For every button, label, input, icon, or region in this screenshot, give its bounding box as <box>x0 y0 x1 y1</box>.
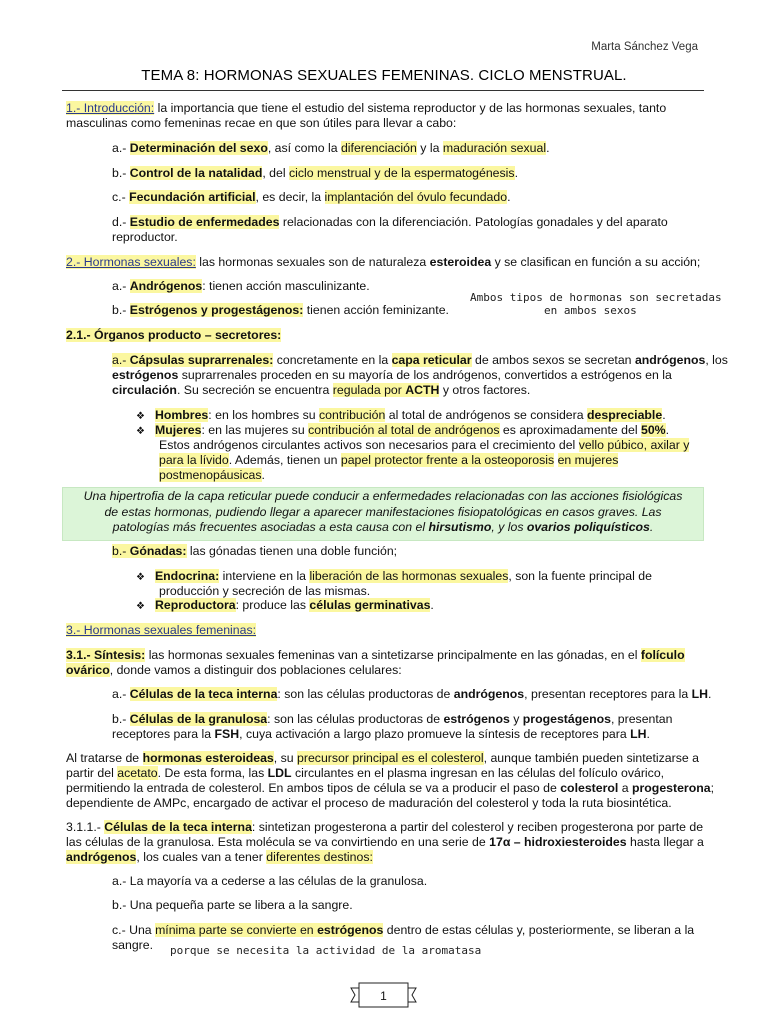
endocrina-line-2: producción y secreción de las mismas. <box>159 584 371 598</box>
diamond-bullet-icon: ❖ <box>136 411 145 422</box>
sec3-heading: 3.- Hormonas sexuales femeninas: <box>66 623 257 637</box>
sec21-a-line-1: a.- Cápsulas suprarrenales: concretamente en la capa reticular de ambos sexos se secretan andrógenos, los <box>112 353 728 367</box>
mujeres-line-4: postmenopáusicas. <box>159 468 265 482</box>
destino-c-cont: sangre. <box>112 938 154 952</box>
sec31-line-2: ovárico, donde vamos a distinguir dos poblaciones celulares: <box>66 663 402 677</box>
intro-line-2: masculinas como femeninas recae en que son útiles para llevar a cabo: <box>66 116 457 130</box>
sec3-item-a: a.- Células de la teca interna: son las células productoras de andrógenos, presentan receptores para la LH. <box>112 687 712 701</box>
destino-c: c.- Una mínima parte se convierte en estrógenos dentro de estas células y, posteriormente, se liberan a la <box>112 923 695 937</box>
sec2-item-b: b.- Estrógenos y progestágenos: tienen acción feminizante. <box>112 303 449 317</box>
sec3-item-b-cont: receptores para la FSH, cuya activación a largo plazo promueve la síntesis de receptores para LH. <box>112 727 650 741</box>
sec311-line-2: las células de la granulosa. Esta molécula se va convirtiendo en una serie de 17α – hidroxiesteroides hasta llegar a <box>66 835 704 849</box>
sec21-a-line-3: circulación. Su secreción se encuentra regulada por ACTH y otros factores. <box>112 383 531 397</box>
author-name: Marta Sánchez Vega <box>591 41 698 53</box>
sec2-item-a: a.- Andrógenos: tienen acción masculinizante. <box>112 279 370 293</box>
intro-line-1: 1.- Introducción: la importancia que tiene el estudio del sistema reproductor y de las hormonas sexuales, tanto <box>66 101 667 115</box>
sec21-a-line-2: estrógenos suprarrenales proceden en su mayoría de los andrógenos, convertidos a estrógenos en la <box>112 368 672 382</box>
page-title: TEMA 8: HORMONAS SEXUALES FEMENINAS. CICLO MENSTRUAL. <box>141 67 627 84</box>
diamond-bullet-icon: ❖ <box>136 572 145 583</box>
info-box-text: Una hipertrofia de la capa reticular puede conducir a enfermedades relacionadas con las acciones fisiológicas de estas hormonas, pudiendo llegar a aparecer manifestaciones fisiopatológicas en casos graves. Las patologías más frecuentes asociadas a esta causa con el hirsutismo, y los ovarios poliquísticos. <box>83 489 683 534</box>
handwritten-note-2: en ambos sexos <box>544 304 637 317</box>
page-number: 1 <box>380 989 387 1003</box>
intro-item-d-cont: reproductor. <box>112 230 178 244</box>
intro-heading: 1.- Introducción: <box>66 101 155 115</box>
sec3-p1-line-2: partir del acetato. De esta forma, las LDL circulantes en el plasma ingresan en las células del folículo ovárico, <box>66 766 665 780</box>
sec31-line-1: 3.1.- Síntesis: las hormonas sexuales femeninas van a sintetizarse principalmente en las gónadas, en el folículo <box>66 648 685 662</box>
intro-item-b: b.- Control de la natalidad, del ciclo menstrual y de la espermatogénesis. <box>112 166 518 180</box>
sec3-p1-line-4: dependiente de AMPc, encargado de activar el proceso de maduración del colesterol y toda la ruta biosintética. <box>66 796 672 810</box>
sec21-b-line: b.- Gónadas: las gónadas tienen una doble función; <box>112 544 398 558</box>
sec3-p1-line-1: Al tratarse de hormonas esteroideas, su precursor principal es el colesterol, aunque también pueden sintetizarse a <box>66 751 699 765</box>
handwritten-note-1: Ambos tipos de hormonas son secretadas <box>470 291 722 304</box>
bullet-reproductora: ❖ Reproductora: produce las células germinativas. <box>136 598 434 612</box>
bullet-hombres: ❖ Hombres: en los hombres su contribución al total de andrógenos se considera despreciable. <box>136 408 666 422</box>
bullet-mujeres: ❖ Mujeres: en las mujeres su contribución al total de andrógenos es aproximadamente del 50%. <box>136 423 670 437</box>
title-divider <box>62 90 704 91</box>
diamond-bullet-icon: ❖ <box>136 601 145 612</box>
sec2-line: 2.- Hormonas sexuales: las hormonas sexuales son de naturaleza esteroidea y se clasifican en función a su acción; <box>66 255 701 269</box>
intro-item-d: d.- Estudio de enfermedades relacionadas con la diferenciación. Patologías gonadales y del aparato <box>112 215 668 229</box>
sec3-p1-line-3: permitiendo la entrada de colesterol. En ambos tipos de célula se va a producir el paso de colesterol a progesterona; <box>66 781 715 795</box>
sec311-line-1: 3.1.1.- Células de la teca interna: sintetizan progesterona a partir del colesterol y reciben progesterona por parte de <box>66 820 704 834</box>
diamond-bullet-icon: ❖ <box>136 426 145 437</box>
destino-b: b.- Una pequeña parte se libera a la sangre. <box>112 898 353 912</box>
destino-a: a.- La mayoría va a cederse a las células de la granulosa. <box>112 874 428 888</box>
mujeres-line-3: para la lívido. Además, tienen un papel protector frente a la osteoporosis en mujeres <box>159 453 619 467</box>
sec21-heading: 2.1.- Órganos producto – secretores: <box>66 328 282 342</box>
intro-item-a: a.- Determinación del sexo, así como la diferenciación y la maduración sexual. <box>112 141 550 155</box>
handwritten-note-3: porque se necesita la actividad de la aromatasa <box>170 944 482 957</box>
sec2-heading: 2.- Hormonas sexuales: <box>66 255 196 269</box>
bullet-endocrina: ❖ Endocrina: interviene en la liberación de las hormonas sexuales, son la fuente principal de <box>136 569 652 583</box>
mujeres-line-2: Estos andrógenos circulantes activos son necesarios para el crecimiento del vello púbico, axilar y <box>159 438 690 452</box>
intro-item-c: c.- Fecundación artificial, es decir, la implantación del óvulo fecundado. <box>112 190 511 204</box>
sec3-item-b: b.- Células de la granulosa: son las células productoras de estrógenos y progestágenos, presentan <box>112 712 673 726</box>
sec311-line-3: andrógenos, los cuales van a tener diferentes destinos: <box>66 850 373 864</box>
